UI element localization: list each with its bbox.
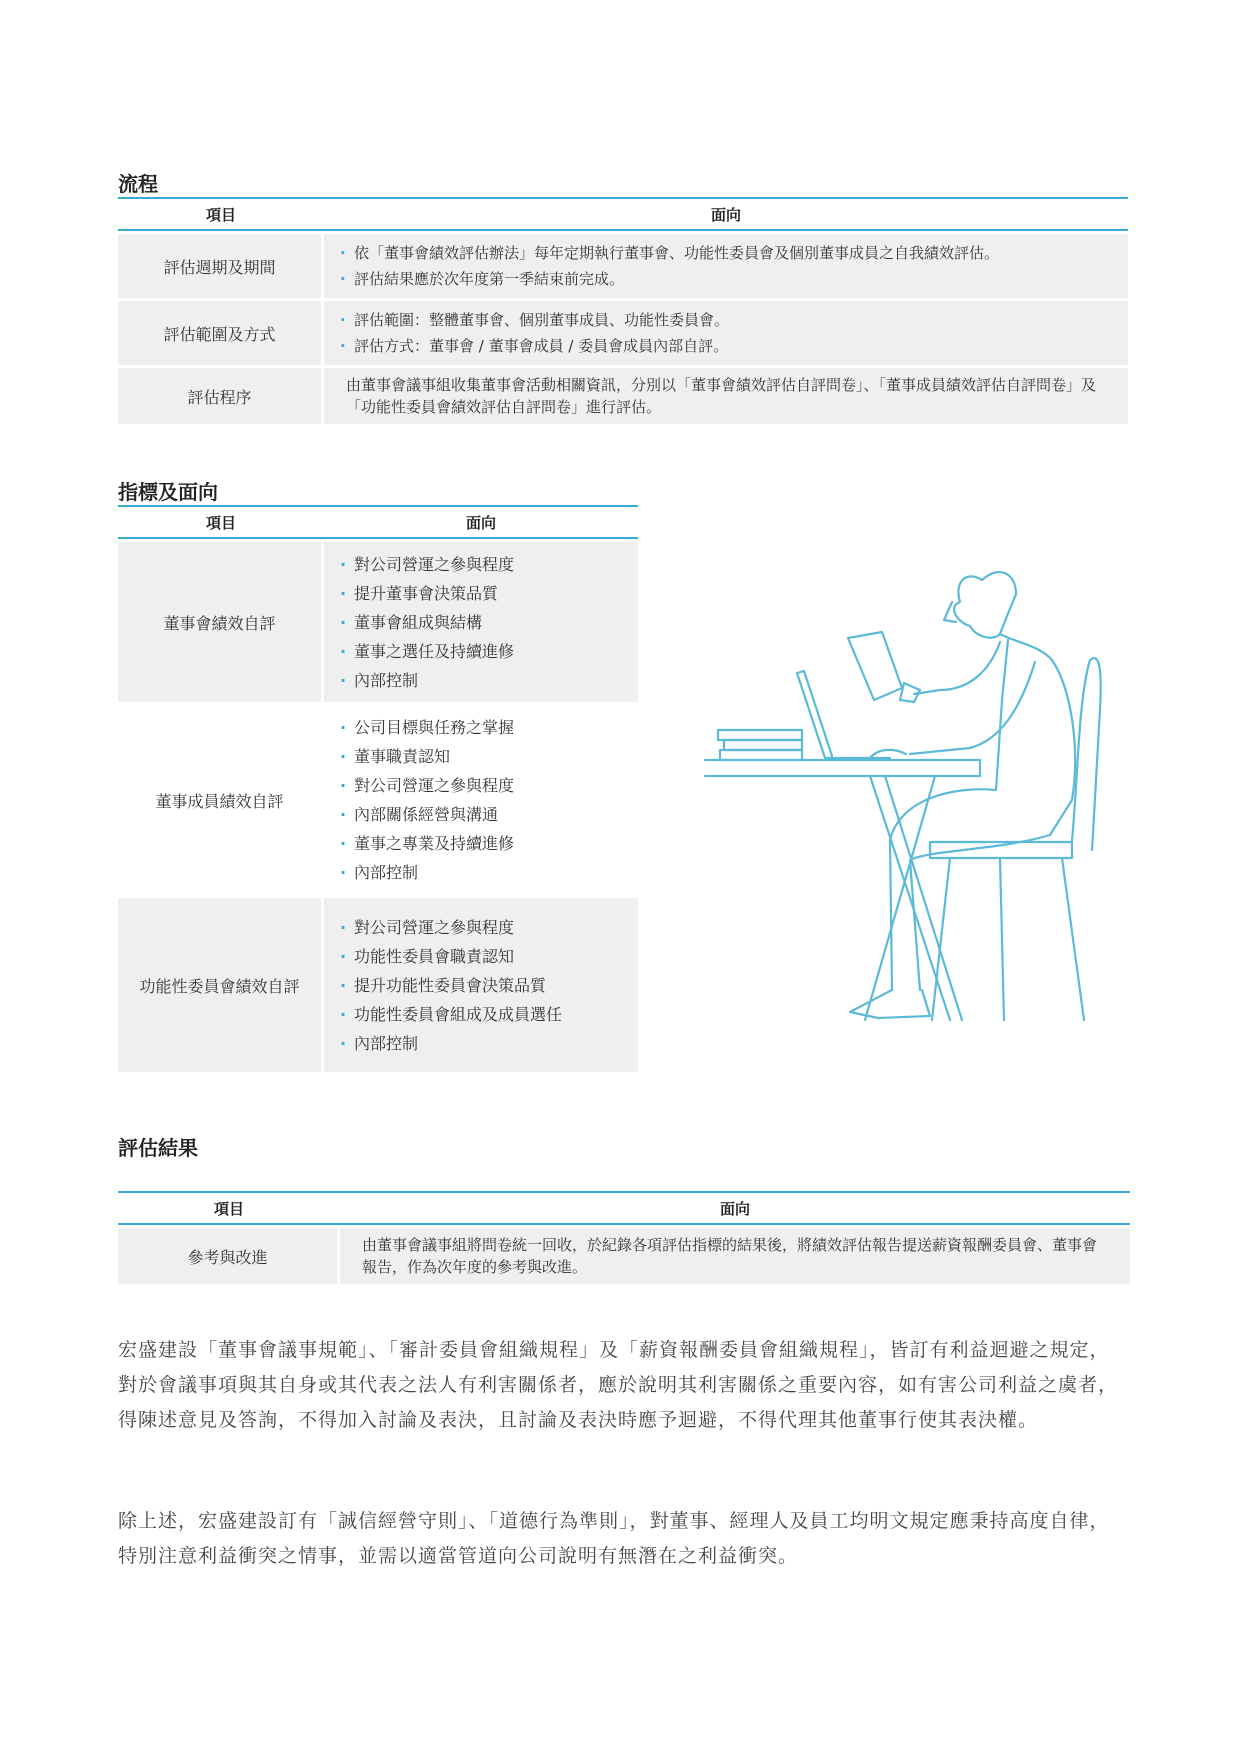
table-row xyxy=(118,898,638,1072)
row-label: 評估週期及期間 xyxy=(118,234,324,298)
results-table xyxy=(118,1188,1130,1287)
row-text: 由董事會議事組將問卷統一回收，於紀錄各項評估指標的結果後，將績效評估報告提送薪資報酬委員會、董事會報告，作為次年度的參考與改進。 xyxy=(362,1236,1098,1276)
list-item: · 董事之選任及持續進修 xyxy=(340,637,638,666)
list-item: · 評估結果應於次年度第一季結束前完成。 xyxy=(340,266,1128,292)
list-item: · 公司目標與任務之掌握 xyxy=(340,713,638,742)
row-label: 董事成員績效自評 xyxy=(118,705,324,895)
row-label: 功能性委員會績效自評 xyxy=(118,898,324,1072)
list-item: · 內部控制 xyxy=(340,1029,638,1058)
row-label: 評估程序 xyxy=(118,368,324,424)
list-item: · 內部控制 xyxy=(340,666,638,695)
list-item: · 提升功能性委員會決策品質 xyxy=(340,971,638,1000)
list-item: · 對公司營運之參與程度 xyxy=(340,550,638,579)
table-row xyxy=(118,234,1128,298)
table-row xyxy=(118,542,638,702)
row-text: 由董事會議事組收集董事會活動相關資訊，分別以「董事會績效評估自評問卷」、「董事成員績效評估自評問卷」及「功能性委員會績效評估自評問卷」進行評估。 xyxy=(346,376,1097,416)
row-label: 評估範圍及方式 xyxy=(118,301,324,365)
table-row xyxy=(118,368,1128,424)
list-item: · 對公司營運之參與程度 xyxy=(340,913,638,942)
indicators-col-item: 項目 xyxy=(118,505,324,539)
list-item: · 內部控制 xyxy=(340,858,638,887)
list-item: · 評估範圍：整體董事會、個別董事成員、功能性委員會。 xyxy=(340,307,1128,333)
table-row xyxy=(118,705,638,895)
row-label: 董事會績效自評 xyxy=(118,542,324,702)
table-row xyxy=(118,301,1128,365)
table-row xyxy=(118,1228,1130,1284)
results-col-aspect: 面向 xyxy=(340,1191,1130,1225)
list-item: · 提升董事會決策品質 xyxy=(340,579,638,608)
results-col-item: 項目 xyxy=(118,1191,340,1225)
list-item: · 功能性委員會職責認知 xyxy=(340,942,638,971)
process-col-item: 項目 xyxy=(118,197,324,231)
process-col-aspect: 面向 xyxy=(324,197,1128,231)
list-item: · 評估方式：董事會 / 董事會成員 / 委員會成員內部自評。 xyxy=(340,333,1128,359)
list-item: · 董事職責認知 xyxy=(340,742,638,771)
list-item: · 董事之專業及持續進修 xyxy=(340,829,638,858)
section-title-indicators: 指標及面向 xyxy=(118,480,218,504)
body-paragraph: 宏盛建設「董事會議事規範」、「審計委員會組織規程」及「薪資報酬委員會組織規程」，皆訂有利益迴避之規定，對於會議事項與其自身或其代表之法人有利害關係者，應於說明其利害關係之重要內容，如有害公司利益之虞者，得陳述意見及答詢，不得加入討論及表決，且討論及表決時應予迴避，不得代理其他董事行使其表決權。 xyxy=(118,1339,1119,1431)
list-item: · 內部關係經營與溝通 xyxy=(340,800,638,829)
process-table xyxy=(118,194,1128,427)
list-item: · 對公司營運之參與程度 xyxy=(340,771,638,800)
indicators-col-aspect: 面向 xyxy=(324,505,638,539)
list-item: · 功能性委員會組成及成員選任 xyxy=(340,1000,638,1029)
list-item: · 依「董事會績效評估辦法」每年定期執行董事會、功能性委員會及個別董事成員之自我績效評估。 xyxy=(340,240,1128,266)
section-title-process: 流程 xyxy=(118,172,158,196)
person-reading-at-desk-illustration xyxy=(700,550,1120,1030)
list-item: · 董事會組成與結構 xyxy=(340,608,638,637)
row-label: 參考與改進 xyxy=(118,1228,340,1284)
indicators-table xyxy=(118,502,638,1075)
body-paragraph: 除上述，宏盛建設訂有「誠信經營守則」、「道德行為準則」，對董事、經理人及員工均明文規定應秉持高度自律，特別注意利益衝突之情事，並需以適當管道向公司說明有無潛在之利益衝突。 xyxy=(118,1510,1110,1567)
section-title-results: 評估結果 xyxy=(118,1136,198,1160)
